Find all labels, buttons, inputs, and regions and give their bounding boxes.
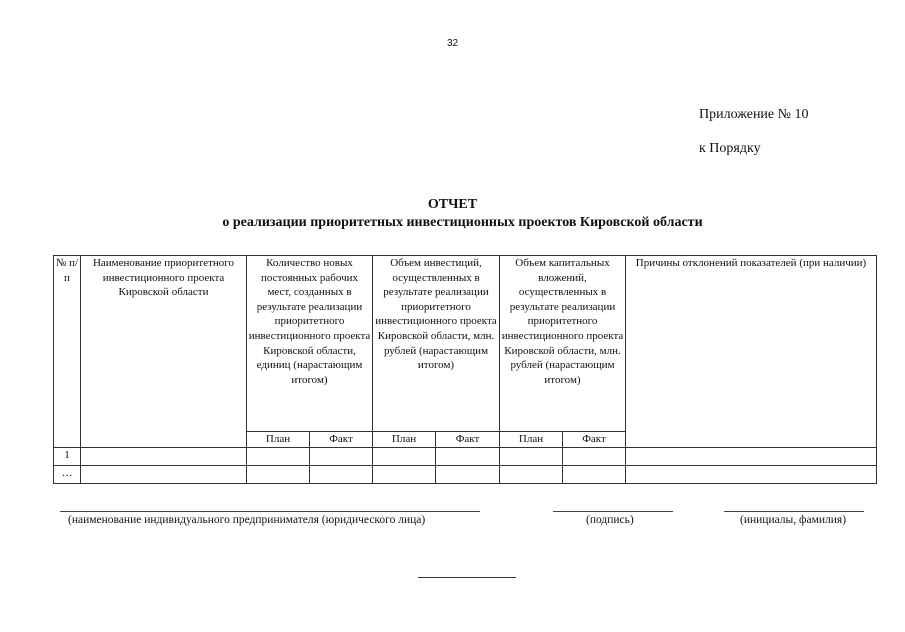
header-project-name: Наименование приоритетного инвестиционного проекта Кировской области <box>81 256 247 448</box>
table-cell <box>373 447 436 465</box>
row-number: … <box>54 465 81 483</box>
header-investments: Объем инвестиций, осуществленных в результате реализации приоритетного инвестиционного проекта Кировской области, млн. рублей (нарастающим итогом) <box>373 256 500 432</box>
appendix-label: Приложение № 10 <box>699 107 809 122</box>
entity-signature-line <box>60 511 480 512</box>
table-cell <box>81 465 247 483</box>
table-cell <box>247 447 310 465</box>
header-reasons: Причины отклонений показателей (при наличии) <box>626 256 877 448</box>
row-number: 1 <box>54 447 81 465</box>
header-row <box>54 256 877 432</box>
table-cell <box>563 465 626 483</box>
table-cell <box>436 465 500 483</box>
table-cell <box>563 447 626 465</box>
document-subtitle: о реализации приоритетных инвестиционных проектов Кировской области <box>222 215 703 230</box>
page-number: 32 <box>446 38 459 49</box>
table-cell <box>500 447 563 465</box>
table-cell <box>436 447 500 465</box>
subheader-plan: План <box>373 432 436 448</box>
subheader-fact: Факт <box>563 432 626 448</box>
signature-caption: (подпись) <box>586 514 634 526</box>
table-cell <box>310 447 373 465</box>
subheader-fact: Факт <box>310 432 373 448</box>
table-cell <box>310 465 373 483</box>
subheader-fact: Факт <box>436 432 500 448</box>
header-num: № п/п <box>54 256 81 448</box>
table-cell <box>500 465 563 483</box>
initials-caption: (инициалы, фамилия) <box>740 514 847 526</box>
header-jobs: Количество новых постоянных рабочих мест, созданных в результате реализации приоритетного инвестиционного проекта Кировской области, единиц (нарастающим итогом) <box>247 256 373 432</box>
entity-caption: (наименование индивидуального предпринимателя (юридического лица) <box>68 514 426 526</box>
table-cell <box>373 465 436 483</box>
signature-line <box>553 511 673 512</box>
initials-signature-line <box>724 511 864 512</box>
footer-divider <box>418 577 516 578</box>
table-row <box>54 447 877 465</box>
appendix-reference: к Порядку <box>699 141 761 156</box>
report-table <box>53 255 877 484</box>
header-capital: Объем капитальных вложений, осуществленных в результате реализации приоритетного инвестиционного проекта Кировской области, млн. рублей (нарастающим итогом) <box>500 256 626 432</box>
subheader-plan: План <box>500 432 563 448</box>
document-title: ОТЧЕТ <box>427 197 478 212</box>
table-cell <box>626 465 877 483</box>
table-row <box>54 465 877 483</box>
table-cell <box>626 447 877 465</box>
table-cell <box>247 465 310 483</box>
table-cell <box>81 447 247 465</box>
subheader-plan: План <box>247 432 310 448</box>
